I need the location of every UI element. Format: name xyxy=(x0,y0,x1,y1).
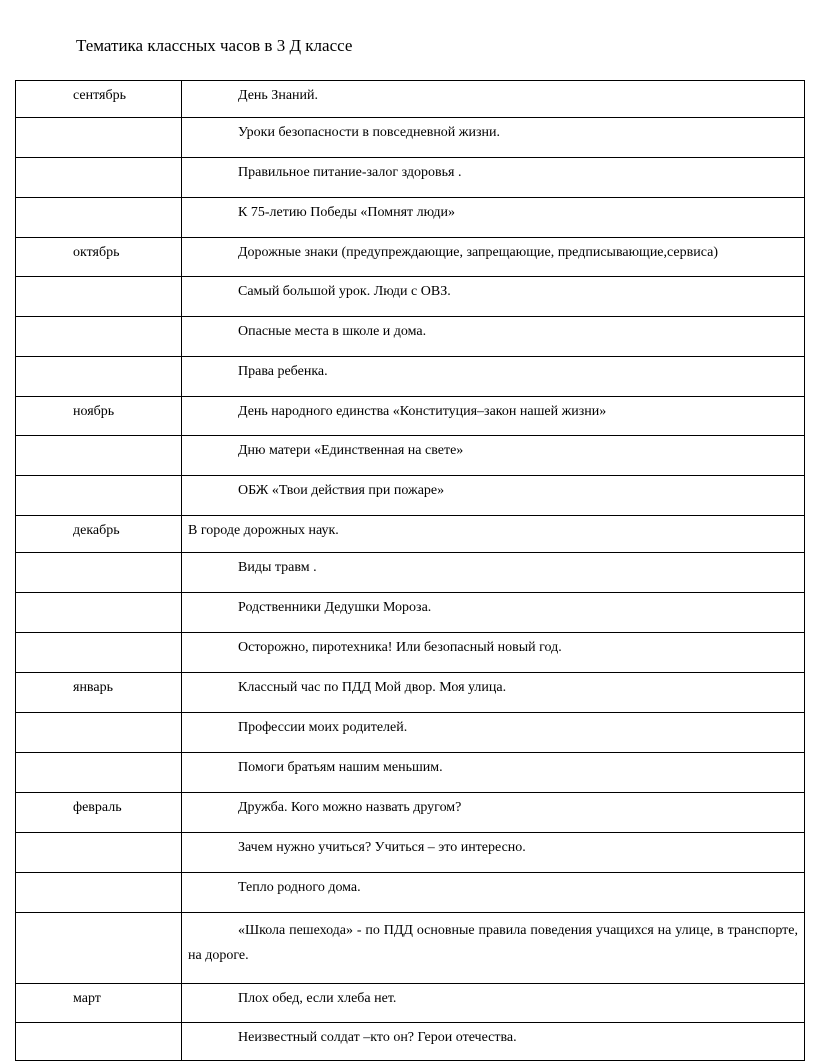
month-cell xyxy=(16,673,182,713)
month-label: февраль xyxy=(73,800,122,815)
topic-label: Плох обед, если хлеба нет. xyxy=(238,991,397,1006)
topic-cell xyxy=(182,317,805,357)
topic-cell xyxy=(182,633,805,673)
table-row xyxy=(16,673,805,713)
topic-label: Помоги братьям нашим меньшим. xyxy=(238,760,443,775)
topic-label: Родственники Дедушки Мороза. xyxy=(238,600,432,615)
month-label xyxy=(16,553,181,559)
table-row xyxy=(16,317,805,357)
topic-cell xyxy=(182,913,805,984)
topic-cell xyxy=(182,593,805,633)
month-cell xyxy=(16,277,182,317)
month-label xyxy=(16,593,181,599)
table-row xyxy=(16,713,805,753)
month-label xyxy=(16,277,181,283)
topic-cell xyxy=(182,81,805,118)
table-row xyxy=(16,198,805,238)
topic-cell xyxy=(182,436,805,476)
topic-cell xyxy=(182,277,805,317)
topic-label: В городе дорожных наук. xyxy=(188,523,339,538)
topic-label: Уроки безопасности в повседневной жизни. xyxy=(238,125,500,140)
topic-cell xyxy=(182,238,805,277)
month-label xyxy=(16,833,181,839)
table-row xyxy=(16,516,805,553)
month-cell xyxy=(16,553,182,593)
month-cell xyxy=(16,913,182,984)
topic-cell xyxy=(182,118,805,158)
topic-label: Профессии моих родителей. xyxy=(238,720,408,735)
topic-label: Правильное питание-залог здоровья . xyxy=(238,165,462,180)
table-row xyxy=(16,873,805,913)
topic-label: Виды травм . xyxy=(238,560,317,575)
topic-cell xyxy=(182,673,805,713)
month-label xyxy=(16,476,181,482)
month-label xyxy=(16,436,181,442)
month-label xyxy=(16,317,181,323)
month-cell xyxy=(16,238,182,277)
topic-label: Неизвестный солдат –кто он? Герои отечества. xyxy=(238,1030,517,1045)
topic-cell xyxy=(182,753,805,793)
topic-label: ОБЖ «Твои действия при пожаре» xyxy=(238,483,445,498)
topic-cell xyxy=(182,553,805,593)
topic-label: «Школа пешехода» - по ПДД основные правила поведения учащихся на улице, в транспорте, на дороге. xyxy=(188,923,798,963)
table-row xyxy=(16,238,805,277)
month-cell xyxy=(16,753,182,793)
topic-cell xyxy=(182,1023,805,1061)
topic-cell xyxy=(182,873,805,913)
table-row xyxy=(16,277,805,317)
month-cell xyxy=(16,713,182,753)
table-row xyxy=(16,984,805,1023)
topic-label: Дню матери «Единственная на свете» xyxy=(238,443,464,458)
month-label: январь xyxy=(73,680,113,695)
month-label xyxy=(16,198,181,204)
month-label xyxy=(16,873,181,879)
month-label xyxy=(16,913,181,919)
topic-cell xyxy=(182,984,805,1023)
month-cell xyxy=(16,984,182,1023)
month-cell xyxy=(16,357,182,397)
month-cell xyxy=(16,833,182,873)
table-row xyxy=(16,793,805,833)
topic-label: Классный час по ПДД Мой двор. Моя улица. xyxy=(238,680,507,695)
month-label: декабрь xyxy=(73,523,120,538)
topic-label: Дружба. Кого можно назвать другом? xyxy=(238,800,462,815)
topic-cell xyxy=(182,833,805,873)
month-label xyxy=(16,753,181,759)
table-body xyxy=(16,81,805,1061)
table-row xyxy=(16,357,805,397)
month-cell xyxy=(16,516,182,553)
topic-label: Права ребенка. xyxy=(238,364,328,379)
topic-cell xyxy=(182,476,805,516)
topic-cell xyxy=(182,198,805,238)
topic-label: День Знаний. xyxy=(238,88,319,103)
table-row xyxy=(16,476,805,516)
month-cell xyxy=(16,476,182,516)
table-row xyxy=(16,833,805,873)
month-cell xyxy=(16,81,182,118)
month-cell xyxy=(16,633,182,673)
month-cell xyxy=(16,873,182,913)
month-cell xyxy=(16,793,182,833)
topic-cell xyxy=(182,793,805,833)
topic-cell xyxy=(182,516,805,553)
topic-cell xyxy=(182,158,805,198)
table-row xyxy=(16,753,805,793)
month-label: ноябрь xyxy=(73,404,115,419)
month-label xyxy=(16,713,181,719)
month-cell xyxy=(16,158,182,198)
table-row xyxy=(16,397,805,436)
topic-label: Осторожно, пиротехника! Или безопасный новый год. xyxy=(238,640,562,655)
topic-cell xyxy=(182,397,805,436)
table-row xyxy=(16,913,805,984)
topic-cell xyxy=(182,357,805,397)
table-row xyxy=(16,436,805,476)
month-cell xyxy=(16,118,182,158)
table-row xyxy=(16,118,805,158)
month-label: октябрь xyxy=(73,245,120,260)
topic-label: День народного единства «Конституция–закон нашей жизни» xyxy=(238,404,607,419)
table-row xyxy=(16,1023,805,1061)
month-label xyxy=(16,158,181,164)
month-cell xyxy=(16,436,182,476)
topic-label: Дорожные знаки (предупреждающие, запрещающие, предписывающие,сервиса) xyxy=(238,245,718,260)
month-label: март xyxy=(73,991,101,1006)
month-label: сентябрь xyxy=(73,88,126,103)
topic-label: Тепло родного дома. xyxy=(238,880,361,895)
table-row xyxy=(16,553,805,593)
topic-label: К 75-летию Победы «Помнят люди» xyxy=(238,205,455,220)
topic-label: Самый большой урок. Люди с ОВЗ. xyxy=(238,284,451,299)
month-label xyxy=(16,633,181,639)
month-label xyxy=(16,1023,181,1029)
topic-label: Зачем нужно учиться? Учиться – это интересно. xyxy=(238,840,526,855)
month-cell xyxy=(16,1023,182,1061)
month-label xyxy=(16,357,181,363)
table-row xyxy=(16,593,805,633)
month-cell xyxy=(16,397,182,436)
document-title: Тематика классных часов в 3 Д классе xyxy=(76,36,353,55)
table-row xyxy=(16,158,805,198)
topic-label: Опасные места в школе и дома. xyxy=(238,324,427,339)
topic-cell xyxy=(182,713,805,753)
table-row xyxy=(16,633,805,673)
class-hours-table xyxy=(15,80,805,1061)
month-label xyxy=(16,118,181,124)
table-row xyxy=(16,81,805,118)
month-cell xyxy=(16,593,182,633)
month-cell xyxy=(16,198,182,238)
month-cell xyxy=(16,317,182,357)
